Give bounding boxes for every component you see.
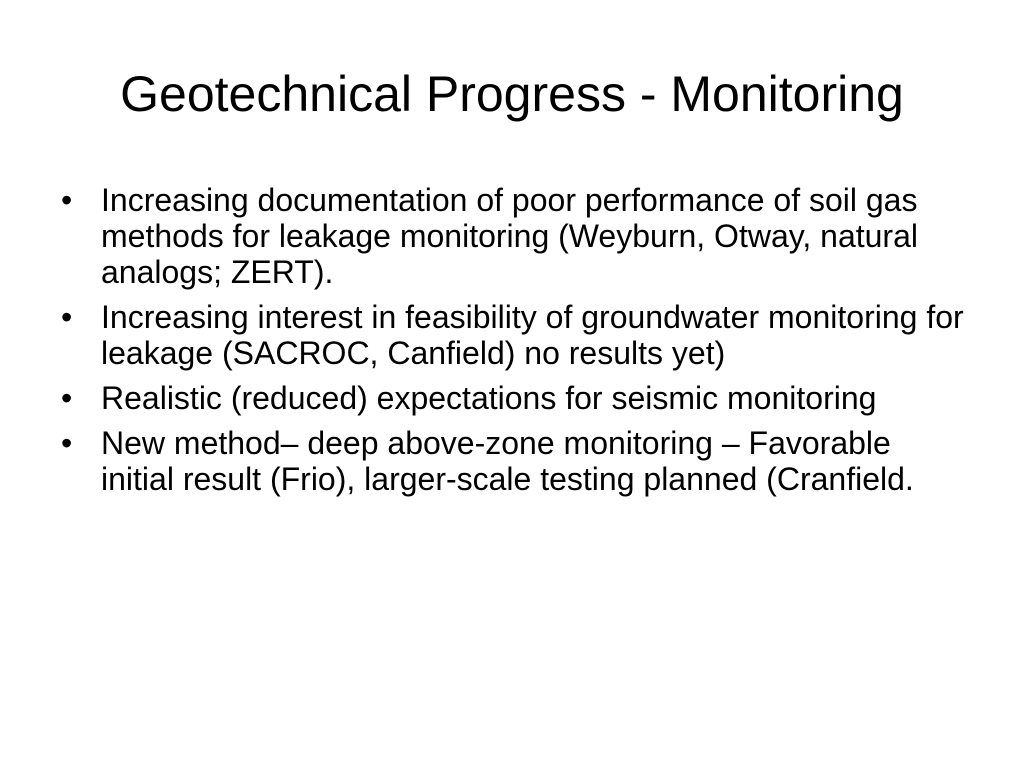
bullet-text: Increasing documentation of poor performance of soil gas methods for leakage monitoring (Weyburn, Otway, natural analogs; ZERT).: [101, 182, 918, 290]
bullet-text: Realistic (reduced) expectations for seismic monitoring: [101, 380, 877, 416]
bullet-text: Increasing interest in feasibility of groundwater monitoring for leakage (SACROC, Canfield) no results yet): [101, 299, 964, 371]
bullet-text: New method– deep above-zone monitoring – Favorable initial result (Frio), larger-scale testing planned (Cranfield.: [101, 425, 914, 497]
bullet-item-4: [58, 425, 968, 497]
bullet-item-1: [58, 182, 968, 290]
bullet-marker: •: [61, 182, 73, 218]
bullet-marker: •: [61, 299, 73, 335]
bullet-list: [58, 182, 968, 506]
bullet-marker: •: [61, 425, 73, 461]
bullet-marker: •: [61, 380, 73, 416]
bullet-item-3: [58, 380, 968, 416]
bullet-item-2: [58, 299, 968, 371]
slide-title: Geotechnical Progress - Monitoring: [120, 66, 904, 122]
